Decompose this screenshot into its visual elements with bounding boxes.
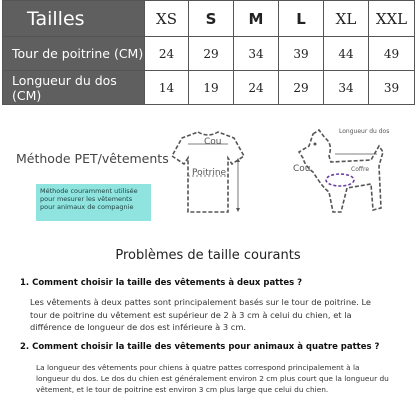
row-label-chest: Tour de poitrine (CM) — [3, 37, 145, 71]
answer-1-line: tour de poitrine du vêtement est supérieur de 2 à 3 cm à celui du chien, et la — [30, 309, 352, 320]
method-title: Méthode PET/vêtements — [16, 151, 169, 166]
table-row-chest — [3, 37, 415, 71]
dog-diagram — [283, 122, 393, 226]
back-value-m: 24 — [234, 71, 279, 105]
size-header-l: L — [279, 1, 324, 37]
size-header-xl: XL — [324, 1, 369, 37]
chest-value-xl: 44 — [324, 37, 369, 71]
answer-2-line: vêtement, et le tour de poitrine est environ 3 cm plus large que celui du chien. — [36, 385, 329, 394]
back-value-s: 19 — [189, 71, 234, 105]
size-header-row — [3, 1, 415, 37]
back-value-xs: 14 — [145, 71, 189, 105]
dog-chest-label: Coffre — [351, 166, 370, 173]
size-header-label: Tailles — [3, 1, 145, 37]
chest-value-xs: 24 — [145, 37, 189, 71]
size-header-m: M — [234, 1, 279, 37]
back-value-l: 29 — [279, 71, 324, 105]
chest-value-l: 39 — [279, 37, 324, 71]
answer-1-line: différence de longueur de dos est inférieure à 3 cm. — [30, 322, 247, 332]
answer-1-line: Les vêtements à deux pattes sont principalement basés sur le tour de poitrine. Le — [30, 297, 372, 307]
answer-2-line: La longueur des vêtements pour chiens à quatre pattes correspond principalement à la — [36, 363, 360, 372]
shirt-chest-label: Poitrine — [192, 168, 227, 178]
dog-outline-icon — [283, 122, 393, 226]
answer-2-line: longueur du dos. Le dos du chien est généralement environ 2 cm plus court que la longueur du — [36, 374, 389, 383]
row-label-back: Longueur du dos (CM) — [3, 71, 145, 105]
dog-neck-label: Cou — [293, 164, 311, 174]
chest-value-s: 29 — [189, 37, 234, 71]
question-2: 2. Comment choisir la taille des vêtements pour animaux à quatre pattes ? — [20, 342, 380, 352]
back-value-xxl: 39 — [369, 71, 415, 105]
problems-title: Problèmes de taille courants — [115, 248, 301, 263]
size-table — [2, 0, 415, 105]
table-row-back — [3, 71, 415, 105]
shirt-neck-label: Cou — [204, 137, 222, 147]
shirt-diagram — [168, 126, 248, 220]
answer-2 — [36, 362, 389, 395]
size-header-xs: XS — [145, 1, 189, 37]
chest-value-m: 34 — [234, 37, 279, 71]
size-header-s: S — [189, 1, 234, 37]
size-header-xxl: XXL — [369, 1, 415, 37]
method-note: Méthode couramment utilisée pour mesurer les vêtements pour animaux de compagnie — [36, 184, 151, 221]
back-value-xl: 34 — [324, 71, 369, 105]
chest-value-xxl: 49 — [369, 37, 415, 71]
answer-1 — [30, 296, 371, 334]
question-1: 1. Comment choisir la taille des vêtements à deux pattes ? — [20, 278, 303, 288]
dog-back-label: Longueur du dos — [339, 128, 390, 135]
